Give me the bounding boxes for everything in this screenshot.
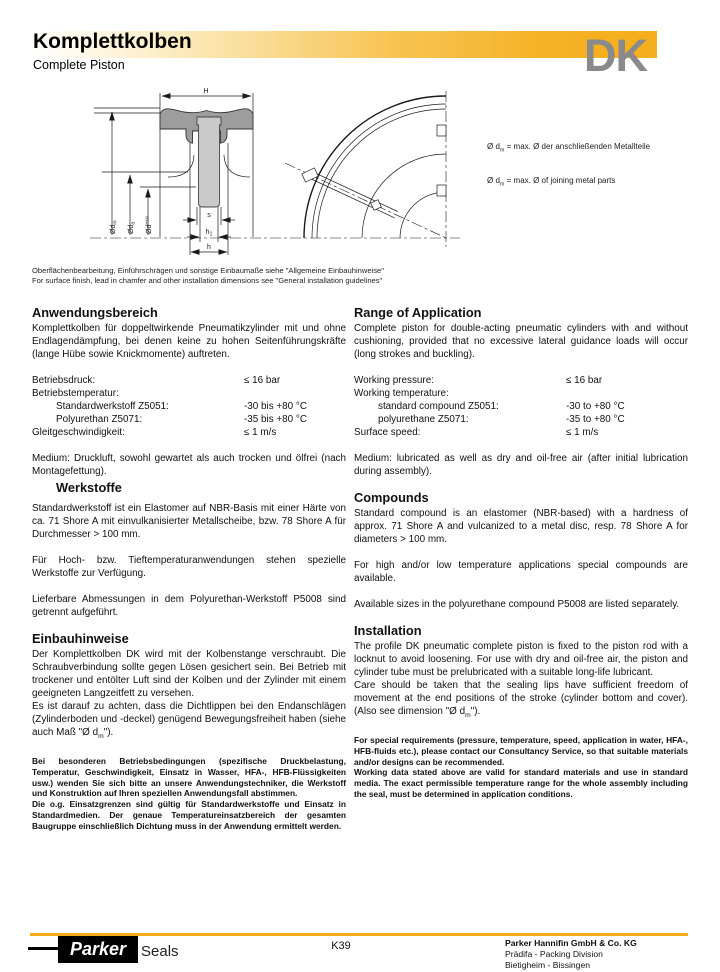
spec-value: ≤ 16 bar <box>566 375 603 386</box>
spec-label: Betriebstemperatur: <box>32 388 119 399</box>
dimension-notes <box>487 142 650 209</box>
spec-value: ≤ 1 m/s <box>244 427 277 438</box>
paragraph-en-install2: Care should be taken that the sealing lips have sufficient freedom of movement at the end positions of the stroke (cylinder bottom and cover). (Also see dimension "Ø $d_m$"). <box>354 680 688 719</box>
paragraph-en-compound1: Standard compound is an elastomer (NBR-based) with a hardness of approx. 71 Shore A and vulcanized to a metal disc, resp. 78 Shore A for diameters > 100 mm. <box>354 508 688 545</box>
company-division: Prädifa - Packing Division <box>505 949 603 959</box>
dim-label-dm: $Ød_m$ <box>110 220 119 234</box>
spec-label: Standardwerkstoff Z5051: <box>56 401 169 412</box>
paragraph-de-intro: Komplettkolben für doppeltwirkende Pneumatikzylinder mit und ohne Endlagendämpfung, bei denen keine zu hohen Seitenführungskräfte (lange Hübe sowie Knickmomente) auftreten. <box>32 323 346 360</box>
footnote-de-1: Bei besonderen Betriebsbedingungen (spezifische Druckbelastung, Temperatur, Geschwindigkeit, Einsatz in Wasser, HFA-, HFB-Flüssigkeiten usw.) wenden Sie sich bitte an unsere Anwendungstechniker, die Werkstoff und Konstruktion auf Ihren speziellen Anwendungsfall abstimmen. <box>32 755 346 799</box>
paragraph-en-compound2: For high and/or low temperature applications special compounds are available. <box>354 560 688 584</box>
dim-label-H: H <box>203 88 209 95</box>
spec-label: Working temperature: <box>354 388 449 399</box>
dimension-note-de: Ø $d_m = \max$. Ø der anschließenden Metallteile <box>487 142 651 154</box>
paragraph-en-compound3: Available sizes in the polyurethane compound P5008 are listed separately. <box>354 599 680 610</box>
paragraph-en-intro: Complete piston for double-acting pneumatic cylinders with and without cushioning, provided that no excessive lateral guidance loads will occur (long strokes and buckling). <box>354 323 688 360</box>
drawing-caption <box>32 266 384 286</box>
page-number: K39 <box>331 940 351 952</box>
footnotes-en <box>354 735 688 800</box>
spec-value: -35 to +80 °C <box>566 414 625 425</box>
company-address <box>505 938 637 971</box>
spec-row <box>32 400 346 413</box>
footnotes-de <box>32 756 346 832</box>
spec-table-en <box>354 374 688 439</box>
footnote-de-2: Die o.g. Einsatzgrenzen sind gültig für Standardwerkstoffe und Einsatz in Standardmedien. Der genaue Temperatureinsatzbereich der gesamten Baugruppe einschließlich Dichtung muss in der Anwendung ermittelt werden. <box>32 799 346 831</box>
dimension-note-en: Ø $d_m = \max$. Ø of joining metal parts <box>487 175 616 188</box>
heading-werkstoffe: Werkstoffe <box>56 480 122 495</box>
paragraph-de-compound3: Lieferbare Abmessungen in dem Polyurethan-Werkstoff P5008 sind getrennt aufgeführt. <box>32 594 346 618</box>
heading-compounds: Compounds <box>354 490 429 505</box>
product-code: DK <box>584 30 647 81</box>
spec-row <box>32 413 346 426</box>
german-column <box>32 306 346 832</box>
english-column <box>354 306 688 800</box>
spec-label: Gleitgeschwindigkeit: <box>32 427 125 438</box>
spec-row <box>354 413 688 426</box>
drawing-caption-en: For surface finish, lead in chamfer and other installation dimensions see "General installation guidelines" <box>32 276 383 285</box>
spec-row <box>32 374 346 387</box>
spec-value: -30 bis +80 °C <box>244 401 307 412</box>
parker-wordmark: Parker <box>69 939 127 959</box>
page-title: Komplettkolben <box>33 30 192 53</box>
spec-row <box>354 387 688 400</box>
dim-label-s: s <box>207 212 211 219</box>
spec-table-de <box>32 374 346 439</box>
dim-label-h1: $h_1$ <box>205 229 213 238</box>
company-name: Parker Hannifin GmbH & Co. KG <box>505 938 637 948</box>
spec-value: -35 bis +80 °C <box>244 414 307 425</box>
paragraph-de-compound1: Standardwerkstoff ist ein Elastomer auf NBR-Basis mit einer Härte von ca. 71 Shore A mit einvulkanisierter Metallscheibe, bzw. 78 Shore A für Durchmesser > 100 mm. <box>32 503 346 540</box>
spec-row <box>32 426 346 439</box>
spec-row <box>32 387 346 400</box>
footnote-en-1: For special requirements (pressure, temperature, speed, application in water, HFA-, HFB-fluids etc.), please contact our Consultancy Service, so that suitable materials and/or designs can be recommended. <box>354 734 688 767</box>
page-subtitle: Complete Piston <box>33 58 125 72</box>
heading-anwendungsbereich: Anwendungsbereich <box>32 305 158 320</box>
drawing-caption-de: Oberflächenbearbeitung, Einführschrägen und sonstige Einbaumaße siehe "Allgemeine Einbauhinweise" <box>32 266 384 275</box>
dim-label-da: $Ød_a$ <box>128 221 137 234</box>
spec-row <box>354 374 688 387</box>
company-city: Bietigheim - Bissingen <box>505 960 591 970</box>
heading-range-of-application: Range of Application <box>354 305 482 320</box>
metal-hub <box>197 117 221 207</box>
spec-label: Working pressure: <box>354 375 434 386</box>
front-view <box>285 91 446 247</box>
seals-wordmark: Seals <box>141 943 179 960</box>
paragraph-en-install1: The profile DK pneumatic complete piston is fixed to the piston rod with a locknut to avoid loosening. For use with dry and oil-free air, the piston and cylinder tube must be prelubricated with a suitable long-life lubricant. <box>354 641 688 678</box>
technical-drawing <box>88 85 473 265</box>
dim-label-h: h <box>207 244 211 251</box>
heading-einbauhinweise: Einbauhinweise <box>32 631 129 646</box>
spec-value: ≤ 16 bar <box>244 375 281 386</box>
dim-label-dH10: $Ød^{H10}$ <box>144 216 153 234</box>
spec-value: ≤ 1 m/s <box>566 427 599 438</box>
spec-label: Surface speed: <box>354 427 421 438</box>
cross-section-view <box>90 88 460 255</box>
paragraph-de-compound2: Für Hoch- bzw. Tieftemperaturanwendungen stehen spezielle Werkstoffe zur Verfügung. <box>32 555 346 579</box>
spec-label: Polyurethan Z5071: <box>56 414 143 425</box>
spec-row <box>354 426 688 439</box>
spec-value: -30 to +80 °C <box>566 401 625 412</box>
spec-row <box>354 400 688 413</box>
paragraph-de-install2: Es ist darauf zu achten, dass die Dichtlippen bei den Endanschlägen (Zylinderboden und -deckel) genügend Bewegungsfreiheit haben (siehe auch Maß "Ø $d_m$"). <box>32 701 346 740</box>
spec-label: polyurethane Z5071: <box>378 414 469 425</box>
spec-label: standard compound Z5051: <box>378 401 499 412</box>
paragraph-en-medium: Medium: lubricated as well as dry and oil-free air (after initial lubrication during assembly). <box>354 453 688 477</box>
paragraph-de-install1: Der Komplettkolben DK wird mit der Kolbenstange verschraubt. Die Schraubverbindung sollte gegen Lösen gesichert sein. Bei Betrieb mit trockener und entölter Luft sind der Kolben und der Zylinder mit einem geeigneten Langzeitfett zu versehen. <box>32 649 346 699</box>
paragraph-de-medium: Medium: Druckluft, sowohl gewartet als auch trocken und ölfrei (nach Montagefettung). <box>32 453 346 477</box>
heading-installation: Installation <box>354 623 422 638</box>
spec-label: Betriebsdruck: <box>32 375 96 386</box>
footnote-en-2: Working data stated above are valid for standard materials and use in standard media. The exact permissible temperature range for the whole assembly including the seal, must be determined in application conditions. <box>354 767 688 799</box>
